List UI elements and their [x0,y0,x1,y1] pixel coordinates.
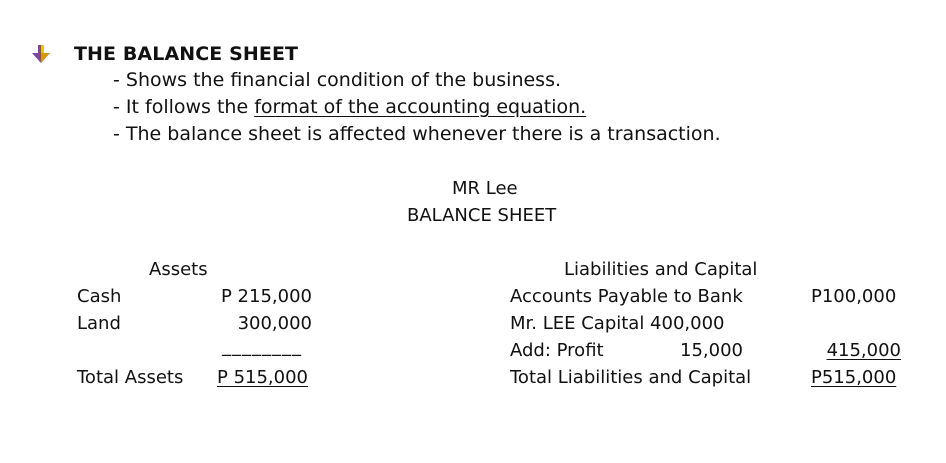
total-liabilities-label: Total Liabilities and Capital [510,367,752,388]
accounting-equation-link-text: format of the accounting equation. [254,96,587,118]
bullet-2: - It follows the format of the accounting equation. [113,96,587,118]
liabilities-header: Liabilities and Capital [564,259,758,280]
heading-line [30,42,298,66]
total-assets-amount: P 515,000 [217,367,309,388]
cash-amount: P 215,000 [220,286,312,307]
cash-label: Cash [77,286,122,307]
payable-amount: P100,000 [811,286,897,307]
total-assets-label: Total Assets [77,367,184,388]
profit-label: Add: Profit [510,340,604,361]
down-arrow-icon [30,44,52,64]
assets-header: Assets [149,259,208,280]
sheet-owner: MR Lee [452,178,518,199]
bullet-1: - Shows the financial condition of the business. [113,69,562,91]
bullet-3: - The balance sheet is affected whenever there is a transaction. [113,123,721,145]
land-amount: 300,000 [237,313,312,334]
assets-rule: ________ [222,336,302,357]
capital-label: Mr. LEE Capital 400,000 [510,313,725,334]
land-label: Land [77,313,121,334]
section-title: THE BALANCE SHEET [74,43,299,65]
profit-amount: 15,000 [680,340,743,361]
sheet-title: BALANCE SHEET [407,205,557,226]
total-liabilities-amount: P515,000 [811,367,897,388]
payable-label: Accounts Payable to Bank [510,286,743,307]
capital-total: 415,000 [826,340,901,361]
